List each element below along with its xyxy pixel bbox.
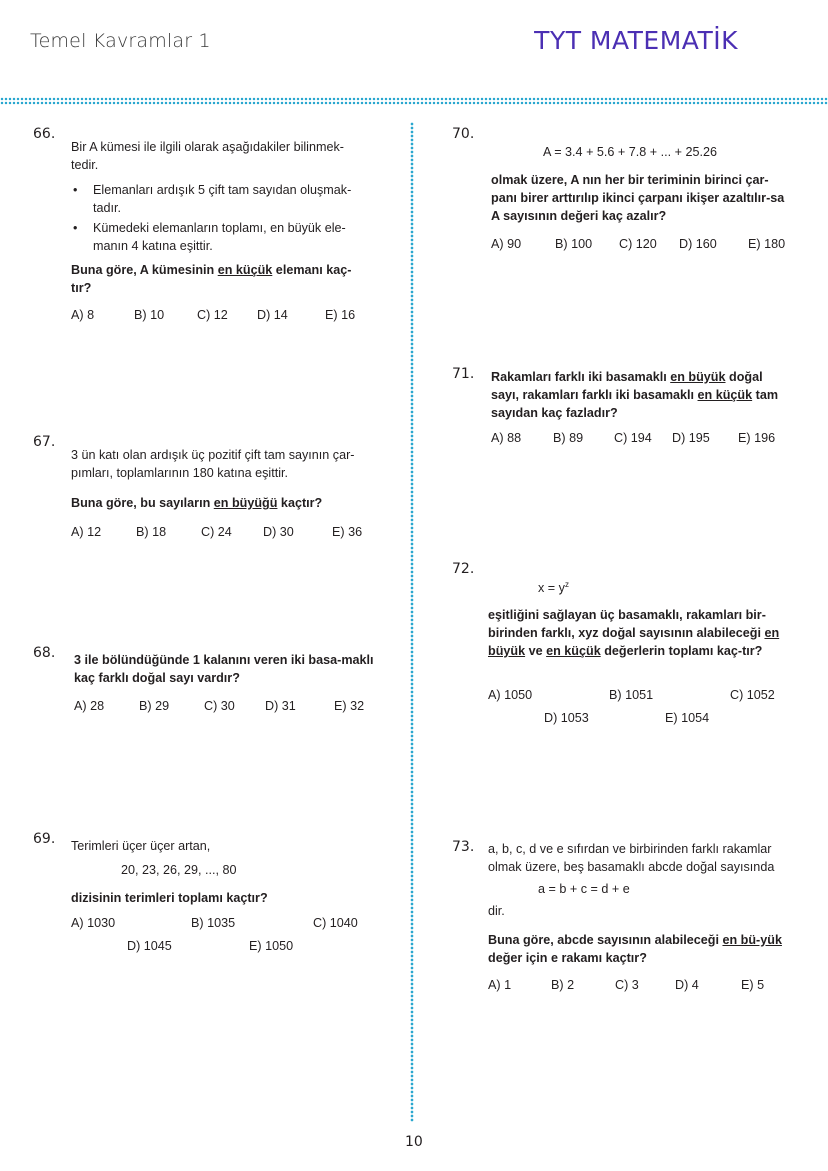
question-emphasis: en büyük [670, 370, 726, 384]
option-d[interactable]: D) 31 [265, 699, 296, 713]
option-b[interactable]: B) 29 [139, 699, 170, 713]
question-text-part: Buna göre, bu sayıların [71, 496, 214, 510]
question-text-part: ve [525, 644, 547, 658]
question-text-part: kaçtır? [277, 496, 323, 510]
option-d[interactable]: D) 160 [679, 237, 717, 251]
number-sequence: 20, 23, 26, 29, ..., 80 [121, 863, 237, 877]
option-a[interactable]: A) 1030 [71, 916, 116, 930]
question-intro: a, b, c, d ve e sıfırdan ve birbirinden farklı rakamlar olmak üzere, beş basamaklı abcde doğal sayısında [488, 842, 775, 874]
question-text-part: Rakamları farklı iki basamaklı [491, 370, 671, 384]
option-c[interactable]: C) 120 [619, 237, 657, 251]
option-d[interactable]: D) 195 [672, 431, 710, 445]
option-e[interactable]: E) 32 [334, 699, 365, 713]
formula-base: x = y [538, 581, 565, 596]
formula: A = 3.4 + 5.6 + 7.8 + ... + 25.26 [543, 145, 718, 159]
option-b[interactable]: B) 89 [553, 431, 584, 445]
header-divider [0, 97, 828, 105]
question-text-part: değer için e rakamı kaçtır? [488, 951, 647, 965]
question-number: 69. [33, 831, 56, 847]
option-e[interactable]: E) 16 [325, 308, 356, 322]
question-text-part: doğal sayı, rakamları farklı iki basamaklı [491, 370, 763, 402]
option-b[interactable]: B) 18 [136, 525, 167, 539]
option-b[interactable]: B) 1051 [609, 688, 654, 702]
option-e[interactable]: E) 1054 [665, 711, 710, 725]
option-c[interactable]: C) 1040 [313, 916, 358, 930]
question-number: 70. [452, 126, 475, 142]
option-a[interactable]: A) 88 [491, 431, 522, 445]
option-d[interactable]: D) 14 [257, 308, 288, 322]
question-text-part: Buna göre, abcde sayısının alabileceği [488, 933, 723, 947]
question-text: dizisinin terimleri toplamı kaçtır? [71, 891, 268, 905]
option-b[interactable]: B) 10 [134, 308, 165, 322]
question-number: 73. [452, 839, 475, 855]
question-text [71, 494, 381, 512]
option-e[interactable]: E) 180 [748, 237, 786, 251]
question-text: 3 ile bölündüğünde 1 kalanını veren iki basa-maklı kaç farklı doğal sayı vardır? [74, 653, 374, 685]
option-b[interactable]: B) 1035 [191, 916, 236, 930]
question-text-part: Buna göre, A kümesinin [71, 263, 218, 277]
page-number: 10 [405, 1134, 423, 1150]
option-e[interactable]: E) 36 [332, 525, 363, 539]
question-intro: Terimleri üçer üçer artan, [71, 839, 211, 853]
option-c[interactable]: C) 1052 [730, 688, 775, 702]
question-text-part: elemanı kaç-tır? [71, 263, 352, 295]
question-emphasis: en büyük [488, 626, 780, 658]
condition-list [71, 181, 371, 255]
option-a[interactable]: A) 12 [71, 525, 102, 539]
question-number: 66. [33, 126, 56, 142]
condition-item: • Elemanları ardışık 5 çift tam sayıdan oluşmak-tadır. [71, 181, 371, 217]
formula-exponent: z [564, 580, 569, 589]
option-e[interactable]: E) 1050 [249, 939, 294, 953]
question-emphasis: en küçük [697, 388, 753, 402]
question-number: 72. [452, 561, 475, 577]
option-d[interactable]: D) 1053 [544, 711, 589, 725]
option-a[interactable]: A) 90 [491, 237, 522, 251]
question-emphasis: en büyüğü [213, 496, 278, 510]
question-intro: 3 ün katı olan ardışık üç pozitif çift tam sayının çar-pımları, toplamlarının 180 katına eşittir. [71, 448, 355, 480]
question-text [491, 368, 785, 422]
question-text [71, 261, 371, 297]
option-a[interactable]: A) 28 [74, 699, 105, 713]
section-title: Temel Kavramlar 1 [30, 30, 211, 52]
option-d[interactable]: D) 1045 [127, 939, 172, 953]
question-text-part: eşitliğini sağlayan üç basamaklı, rakamları bir-birinden farklı, xyz doğal sayısının alabileceği [488, 608, 766, 640]
question-emphasis: en bü-yük [722, 933, 782, 947]
option-c[interactable]: C) 3 [615, 978, 639, 992]
question-text [488, 606, 791, 660]
option-d[interactable]: D) 30 [263, 525, 294, 539]
option-a[interactable]: A) 8 [71, 308, 95, 322]
question-text: olmak üzere, A nın her bir teriminin birinci çar-panı birer arttırılıp ikinci çarpanı ikişer azaltılır-sa A sayısının değeri kaç azalır? [491, 173, 785, 223]
question-text-part: değerlerin toplamı kaç-tır? [600, 644, 763, 658]
option-c[interactable]: C) 12 [197, 308, 228, 322]
question-number: 71. [452, 366, 475, 382]
option-a[interactable]: A) 1050 [488, 688, 533, 702]
question-number: 67. [33, 434, 56, 450]
question-intro: Bir A kümesi ile ilgili olarak aşağıdakiler bilinmek-tedir. [71, 140, 344, 172]
option-c[interactable]: C) 194 [614, 431, 652, 445]
column-divider [410, 122, 414, 1122]
option-d[interactable]: D) 4 [675, 978, 699, 992]
option-c[interactable]: C) 24 [201, 525, 232, 539]
question-emphasis: en küçük [217, 263, 273, 277]
question-number: 68. [33, 645, 56, 661]
condition-item: • Kümedeki elemanların toplamı, en büyük ele-manın 4 katına eşittir. [71, 219, 371, 255]
option-c[interactable]: C) 30 [204, 699, 235, 713]
question-text-part: tam sayıdan kaç fazladır? [491, 388, 779, 420]
question-emphasis: en küçük [546, 644, 601, 658]
option-e[interactable]: E) 196 [738, 431, 776, 445]
formula: a = b + c = d + e [538, 882, 630, 896]
option-b[interactable]: B) 2 [551, 978, 575, 992]
option-a[interactable]: A) 1 [488, 978, 512, 992]
question-text [488, 931, 788, 967]
formula [538, 580, 569, 595]
option-e[interactable]: E) 5 [741, 978, 765, 992]
option-b[interactable]: B) 100 [555, 237, 593, 251]
question-intro-end: dir. [488, 904, 505, 918]
book-title: TYT MATEMATİK [534, 26, 738, 55]
